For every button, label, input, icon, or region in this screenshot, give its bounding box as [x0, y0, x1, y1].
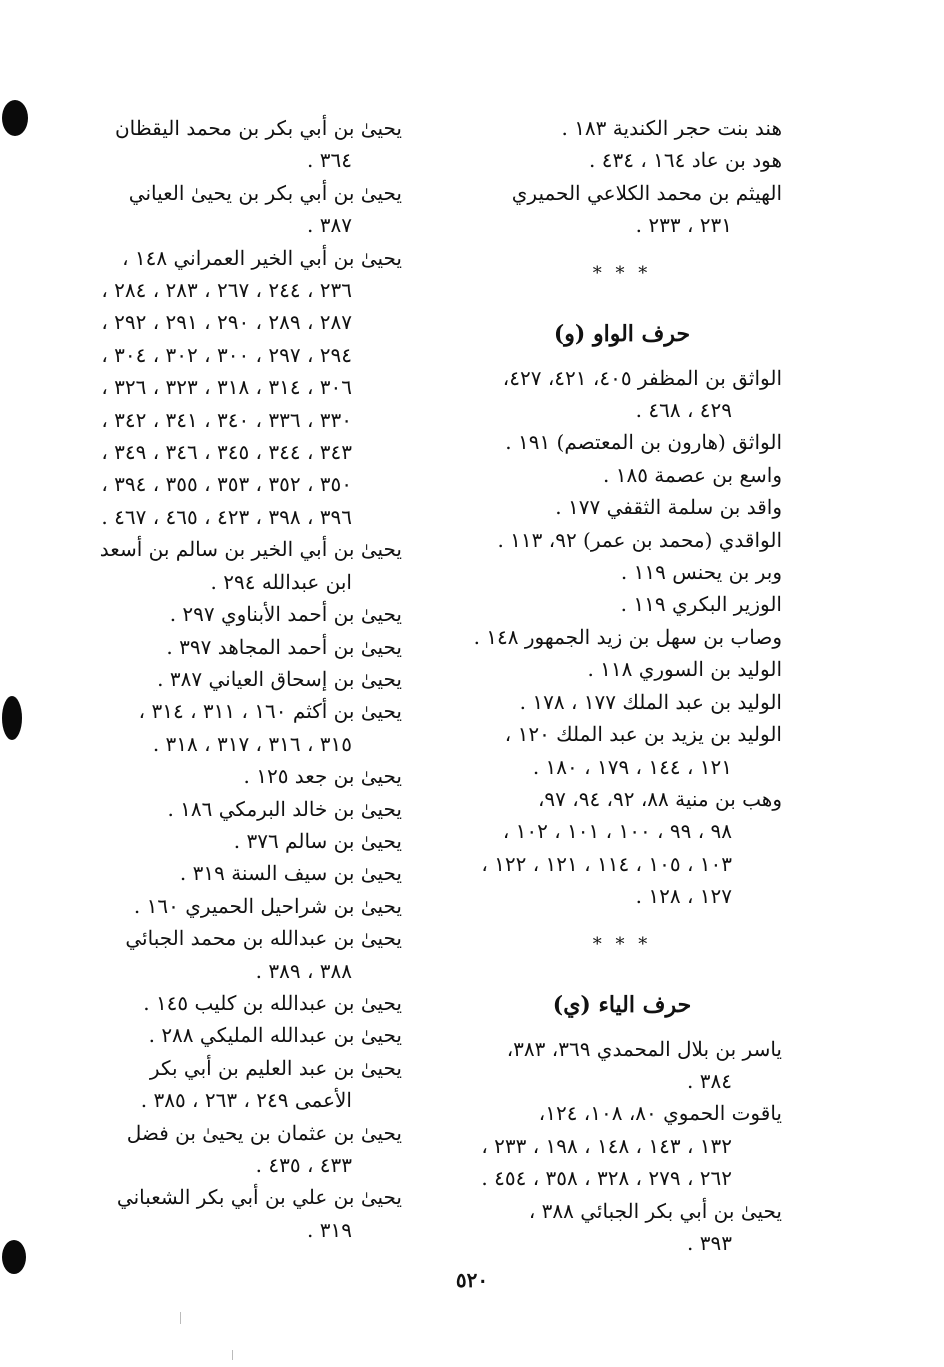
entry-continuation-line: ٣٦٤ .	[307, 148, 352, 173]
entry-line: يحيىٰ بن أبي بكر بن محمد اليقظان	[114, 116, 402, 140]
entry-line: يحيىٰ بن خالد البرمكي ١٨٦ .	[167, 796, 402, 821]
entry-line: يحيىٰ بن أبي بكر بن يحيىٰ العياني	[128, 180, 402, 205]
index-entry	[462, 783, 782, 913]
entry-line: الوليد بن السوري ١١٨ .	[587, 657, 782, 682]
index-entry	[462, 459, 782, 491]
entry-line: يحيىٰ بن أكثم ١٦٠ ، ٣١١ ، ٣١٤ ،	[138, 699, 402, 724]
entry-line: ياقوت الحموي ٨٠، ١٠٨، ١٢٤،	[538, 1101, 782, 1126]
entry-continuation-line: ٢٦٢ ، ٢٧٩ ، ٣٢٨ ، ٣٥٨ ، ٤٥٤ .	[481, 1166, 732, 1191]
index-entry	[80, 857, 402, 889]
entry-continuation-line: ٣٠٦ ، ٣١٤ ، ٣١٨ ، ٣٢٣ ، ٣٢٦ ،	[101, 375, 352, 400]
index-entry	[80, 177, 402, 242]
entry-line: يحيىٰ بن سيف السنة ٣١٩ .	[179, 861, 402, 886]
index-entry	[462, 177, 782, 242]
scan-speck	[232, 1350, 233, 1360]
index-entry	[462, 653, 782, 685]
index-entry	[80, 922, 402, 987]
left-index-column	[80, 112, 402, 1246]
index-entry	[462, 621, 782, 653]
entry-line: يحيىٰ بن أبي بكر الجبائي ٣٨٨ ،	[528, 1198, 782, 1223]
index-entry	[80, 631, 402, 663]
entry-line: وبر بن يحنس ١١٩ .	[620, 560, 782, 585]
ink-blot	[2, 100, 28, 136]
index-entry	[462, 426, 782, 458]
entry-continuation-line: ١٢١ ، ١٤٤ ، ١٧٩ ، ١٨٠ .	[532, 754, 732, 779]
index-entry	[80, 1052, 402, 1117]
index-entry	[462, 1033, 782, 1098]
entry-continuation-line: ١٠٣ ، ١٠٥ ، ١١٤ ، ١٢١ ، ١٢٢ ،	[481, 851, 732, 876]
entry-continuation-line: ٣٤٣ ، ٣٤٤ ، ٣٤٥ ، ٣٤٦ ، ٣٤٩ ،	[101, 440, 352, 465]
entry-continuation-line: ٣٩٣ .	[687, 1230, 732, 1255]
ink-blot	[2, 1240, 26, 1274]
section-heading: حرف الياء (ي)	[552, 991, 692, 1018]
entry-line: يحيىٰ بن أحمد الأبناوي ٢٩٧ .	[169, 602, 402, 627]
entry-line: يحيىٰ بن عبدالله بن محمد الجبائي	[125, 926, 402, 951]
entry-continuation-line: ٣٨٨ ، ٣٨٩ .	[255, 958, 352, 983]
entry-continuation-line: ٣١٥ ، ٣١٦ ، ٣١٧ ، ٣١٨ .	[152, 731, 352, 756]
index-entry	[462, 686, 782, 718]
index-entry	[80, 890, 402, 922]
page-number: ٥٢٠	[455, 1268, 489, 1292]
entry-line: يحيىٰ بن شراحيل الحميري ١٦٠ .	[133, 893, 402, 918]
entry-line: الواقدي (محمد بن عمر) ٩٢، ١١٣ .	[497, 527, 782, 552]
index-entry	[80, 598, 402, 630]
entry-continuation-line: ٣٣٠ ، ٣٣٦ ، ٣٤٠ ، ٣٤١ ، ٣٤٢ ،	[101, 407, 352, 432]
index-entry	[80, 533, 402, 598]
entry-line: هند بنت حجر الكندية ١٨٣ .	[561, 116, 782, 140]
entry-line: الوليد بن عبد الملك ١٧٧ ، ١٧٨ .	[519, 689, 782, 714]
entry-continuation-line: ٢٣٦ ، ٢٤٤ ، ٢٦٧ ، ٢٨٣ ، ٢٨٤ ،	[101, 278, 352, 303]
entry-continuation-line: ابن عبدالله ٢٩٤ .	[210, 569, 352, 594]
index-entry	[80, 1181, 402, 1246]
entry-line: الواثق (هارون بن المعتصم) ١٩١ .	[505, 430, 782, 455]
entry-continuation-line: ١٢٧ ، ١٢٨ .	[635, 884, 732, 909]
index-entry	[462, 112, 782, 144]
entry-line: يحيىٰ بن سالم ٣٧٦ .	[233, 828, 402, 853]
entry-continuation-line: ٣١٩ .	[307, 1217, 352, 1242]
entry-line: يحيىٰ بن علي بن أبي بكر الشعباني	[116, 1185, 402, 1210]
entry-continuation-line: ٢٩٤ ، ٢٩٧ ، ٣٠٠ ، ٣٠٢ ، ٣٠٤ ،	[101, 342, 352, 367]
entry-line: واسع بن عصمة ١٨٥ .	[603, 462, 782, 487]
entry-continuation-line: ٤٢٩ ، ٤٦٨ .	[635, 398, 732, 423]
entry-line: يحيىٰ بن أبي الخير العمراني ١٤٨ ،	[122, 245, 402, 270]
entry-line: يحيىٰ بن جعد ١٢٥ .	[243, 764, 402, 789]
entry-line: يحيىٰ بن عبد العليم بن أبي بكر	[149, 1055, 402, 1080]
index-entry	[80, 1117, 402, 1182]
index-entry	[80, 1019, 402, 1051]
index-entry	[462, 1195, 782, 1260]
entry-continuation-line: ٤٣٣ ، ٤٣٥ .	[255, 1153, 352, 1177]
entry-line: ياسر بن بلال المحمدي ٣٦٩، ٣٨٣،	[506, 1036, 782, 1061]
entry-line: الوليد بن يزيد بن عبد الملك ١٢٠ ،	[504, 722, 782, 747]
entry-continuation-line: ٣٥٠ ، ٣٥٢ ، ٣٥٣ ، ٣٥٥ ، ٣٩٤ ،	[101, 472, 352, 497]
entry-continuation-line: الأعمى ٢٤٩ ، ٢٦٣ ، ٣٨٥ .	[140, 1088, 352, 1113]
index-entry	[462, 491, 782, 523]
entry-line: وصاب بن سهل بن زيد الجمهور ١٤٨ .	[473, 624, 782, 649]
ink-blot	[2, 696, 22, 740]
entry-continuation-line: ٢٣١ ، ٢٣٣ .	[635, 213, 732, 238]
entry-continuation-line: ١٣٢ ، ١٤٣ ، ١٤٨ ، ١٩٨ ، ٢٣٣ ،	[481, 1133, 732, 1158]
entry-continuation-line: ٣٩٦ ، ٣٩٨ ، ٤٢٣ ، ٤٦٥ ، ٤٦٧ .	[101, 504, 352, 529]
entry-line: واقد بن سلمة الثقفي ١٧٧ .	[555, 495, 782, 520]
index-entry	[462, 718, 782, 783]
entry-line: هود بن عاد ١٦٤ ، ٤٣٤ .	[589, 148, 782, 173]
index-entry	[80, 695, 402, 760]
index-entry	[462, 556, 782, 588]
entry-line: يحيىٰ بن أبي الخير بن سالم بن أسعد	[99, 537, 402, 562]
entry-line: الهيثم بن محمد الكلاعي الحميري	[511, 180, 782, 205]
entry-line: يحيىٰ بن عبدالله بن كليب ١٤٥ .	[143, 990, 402, 1015]
index-entry	[462, 1097, 782, 1194]
entry-continuation-line: ٩٨ ، ٩٩ ، ١٠٠ ، ١٠١ ، ١٠٢ ،	[502, 819, 732, 844]
entry-line: يحيىٰ بن أحمد المجاهد ٣٩٧ .	[166, 634, 402, 659]
entry-line: يحيىٰ بن إسحاق العياني ٣٨٧ .	[157, 666, 402, 691]
section-divider-stars: * * *	[592, 933, 652, 955]
entry-line: الواثق بن المظفر ٤٠٥، ٤٢١، ٤٢٧،	[502, 365, 782, 390]
index-entry	[80, 663, 402, 695]
entry-continuation-line: ٣٨٤ .	[687, 1068, 732, 1093]
index-entry	[80, 242, 402, 534]
entry-line: الوزير البكري ١١٩ .	[620, 592, 782, 617]
index-entry	[80, 825, 402, 857]
index-entry	[80, 112, 402, 177]
section-divider-stars: * * *	[592, 262, 652, 284]
index-entry	[462, 362, 782, 427]
index-entry	[80, 987, 402, 1019]
entry-line: وهب بن منية ٨٨، ٩٢، ٩٤، ٩٧،	[537, 786, 782, 811]
index-entry	[462, 144, 782, 176]
section-heading: حرف الواو (و)	[553, 320, 691, 347]
index-entry	[462, 588, 782, 620]
entry-line: يحيىٰ بن عبدالله المليكي ٢٨٨ .	[148, 1023, 402, 1048]
entry-continuation-line: ٢٨٧ ، ٢٨٩ ، ٢٩٠ ، ٢٩١ ، ٢٩٢ ،	[101, 310, 352, 335]
entry-line: يحيىٰ بن عثمان بن يحيىٰ بن فضل	[126, 1120, 402, 1145]
index-entry	[80, 793, 402, 825]
index-entry	[80, 760, 402, 792]
scan-speck	[180, 1312, 181, 1324]
entry-continuation-line: ٣٨٧ .	[307, 213, 352, 238]
right-index-column	[462, 112, 782, 1259]
index-entry	[462, 524, 782, 556]
